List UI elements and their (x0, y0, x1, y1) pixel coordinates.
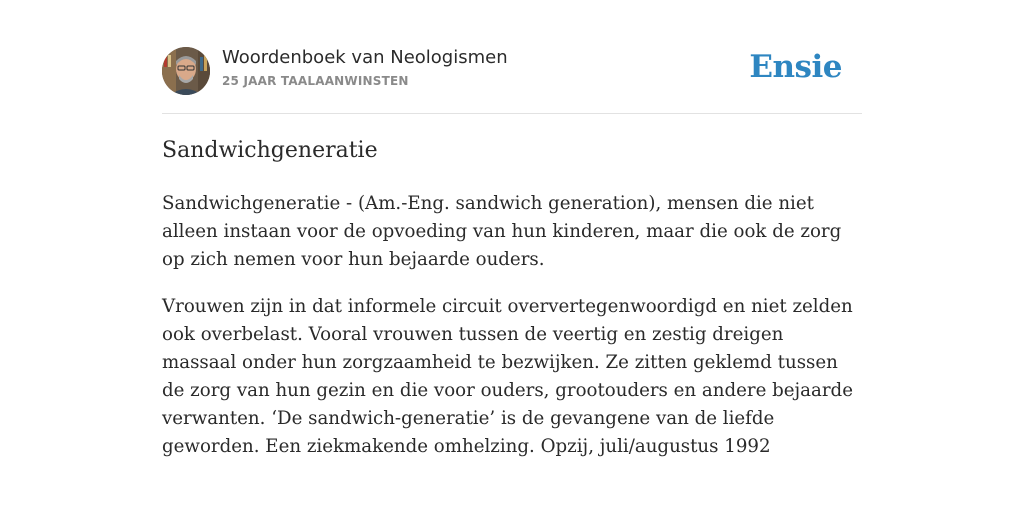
site-titles (222, 46, 508, 88)
entry-card (162, 46, 862, 457)
site-subtitle: 25 JAAR TAALAANWINSTEN (222, 74, 409, 88)
brand-logo[interactable]: Ensie (749, 49, 842, 85)
entry-definition: Sandwichgeneratie - (Am.-Eng. sandwich generation), mensen die niet alleen instaan voor de opvoeding van hun kinderen, maar die ook de zorg op zich nemen voor hun bejaarde ouders. (162, 193, 842, 270)
site-header (162, 46, 862, 96)
header-divider (162, 113, 862, 114)
entry-body (162, 190, 862, 480)
entry-title: Sandwichgeneratie (162, 138, 378, 163)
author-portrait-icon[interactable] (162, 47, 210, 95)
site-title[interactable]: Woordenboek van Neologismen (222, 47, 508, 68)
entry-quote: Vrouwen zijn in dat informele circuit oververtegenwoordigd en niet zelden ook overbelast. Vooral vrouwen tussen de veertig en zestig dreigen massaal onder hun zorgzaamheid te bezwijken. Ze zitten geklemd tussen de zorg van hun gezin en die voor ouders, grootouders en andere bejaarde verwanten. ‘De sandwich-generatie’ is de gevangene van de liefde geworden. Een ziekmakende omhelzing. Opzij, juli/augustus 1992 (162, 296, 853, 457)
